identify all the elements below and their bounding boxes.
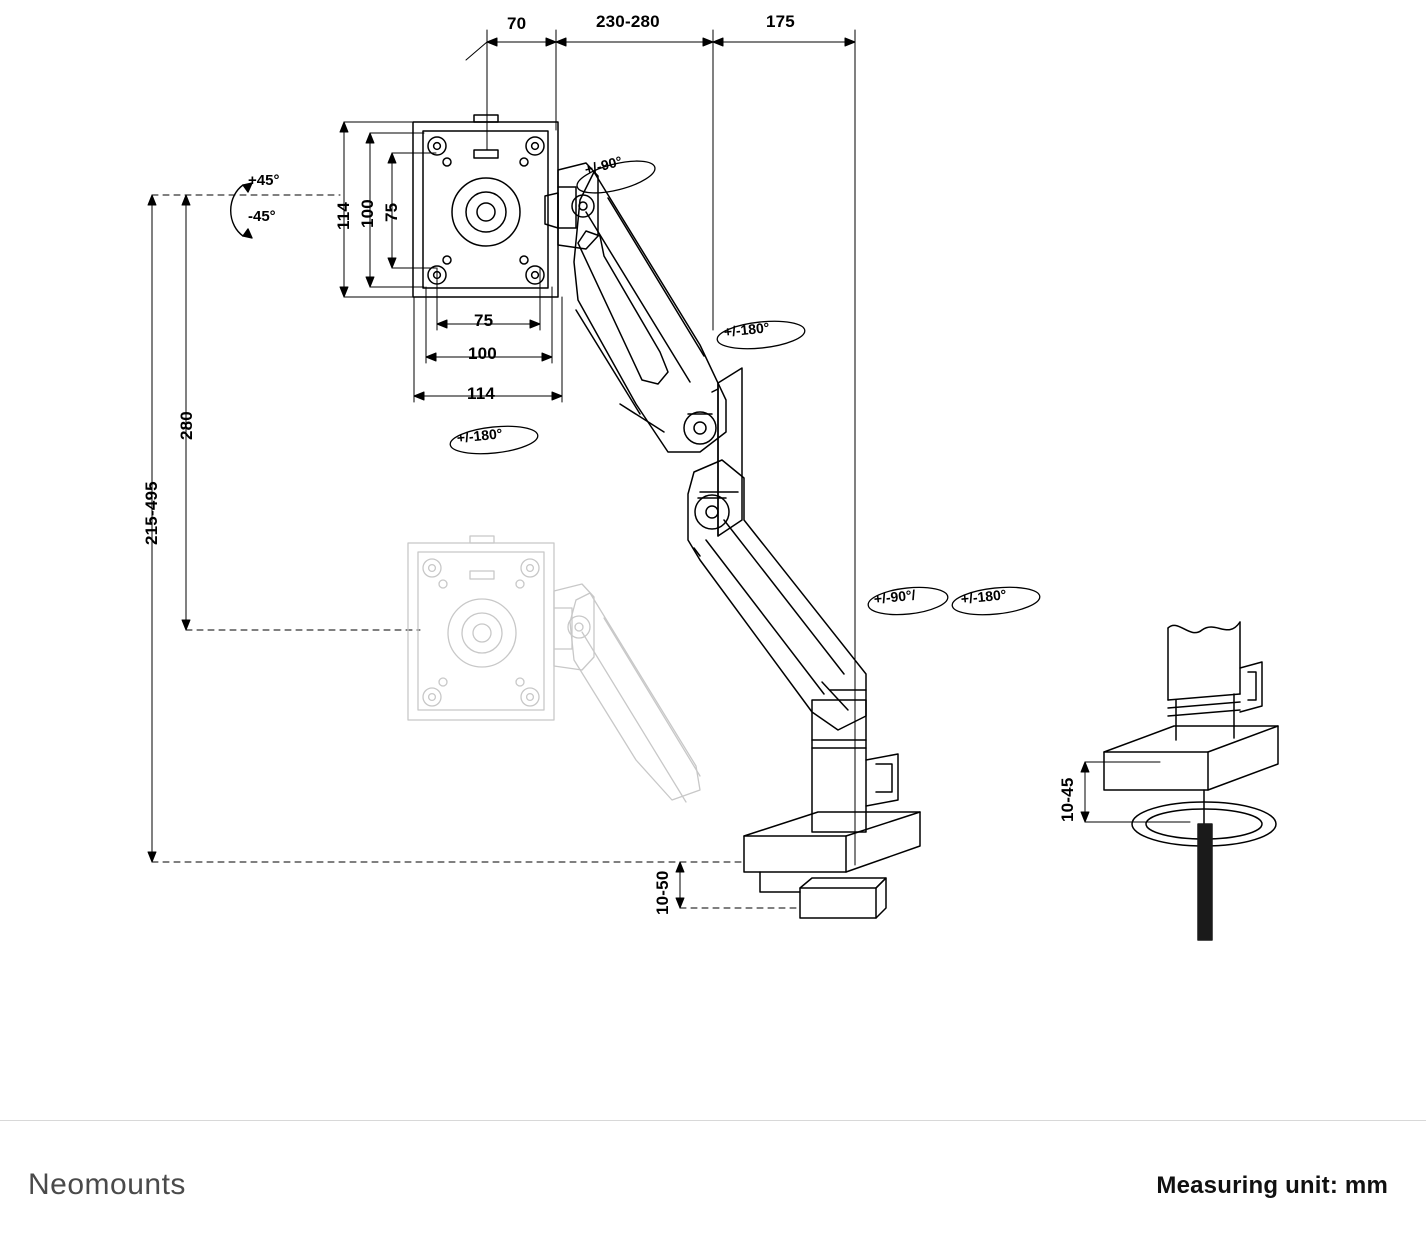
label-tilt-minus: -45°	[248, 208, 276, 225]
label-arm-swivel: +/-180°	[456, 425, 504, 446]
label-base-swivel-alt: +/-180°	[960, 586, 1008, 607]
label-tilt-plus: +45°	[248, 172, 280, 189]
measuring-unit-note: Measuring unit: mm	[1156, 1172, 1388, 1199]
dim-grommet-clamp: 10-45	[1058, 777, 1077, 822]
dim-vesa-height-100: 100	[358, 199, 377, 228]
brand-logo: Neomounts	[28, 1168, 186, 1201]
label-head-swivel: +/-180°	[723, 319, 771, 340]
dim-vesa-width-100: 100	[468, 344, 497, 363]
dim-desk-clamp: 10-50	[653, 870, 672, 915]
label-head-rotate: +/-90°	[583, 152, 624, 178]
dim-head-depth: 175	[766, 12, 795, 31]
dim-vesa-width-75: 75	[474, 311, 494, 330]
dim-drop-height: 280	[177, 411, 196, 440]
footer-divider	[0, 1120, 1426, 1121]
dim-arm-reach: 230-280	[596, 12, 660, 31]
dim-vesa-height-114: 114	[334, 201, 353, 230]
dim-height-range: 215-495	[142, 481, 161, 545]
dim-vesa-width-114: 114	[467, 384, 496, 403]
dim-vesa-height-75: 75	[382, 202, 401, 222]
label-base-swivel: +/-90°/	[873, 586, 917, 607]
dim-top-offset: 70	[507, 14, 527, 33]
